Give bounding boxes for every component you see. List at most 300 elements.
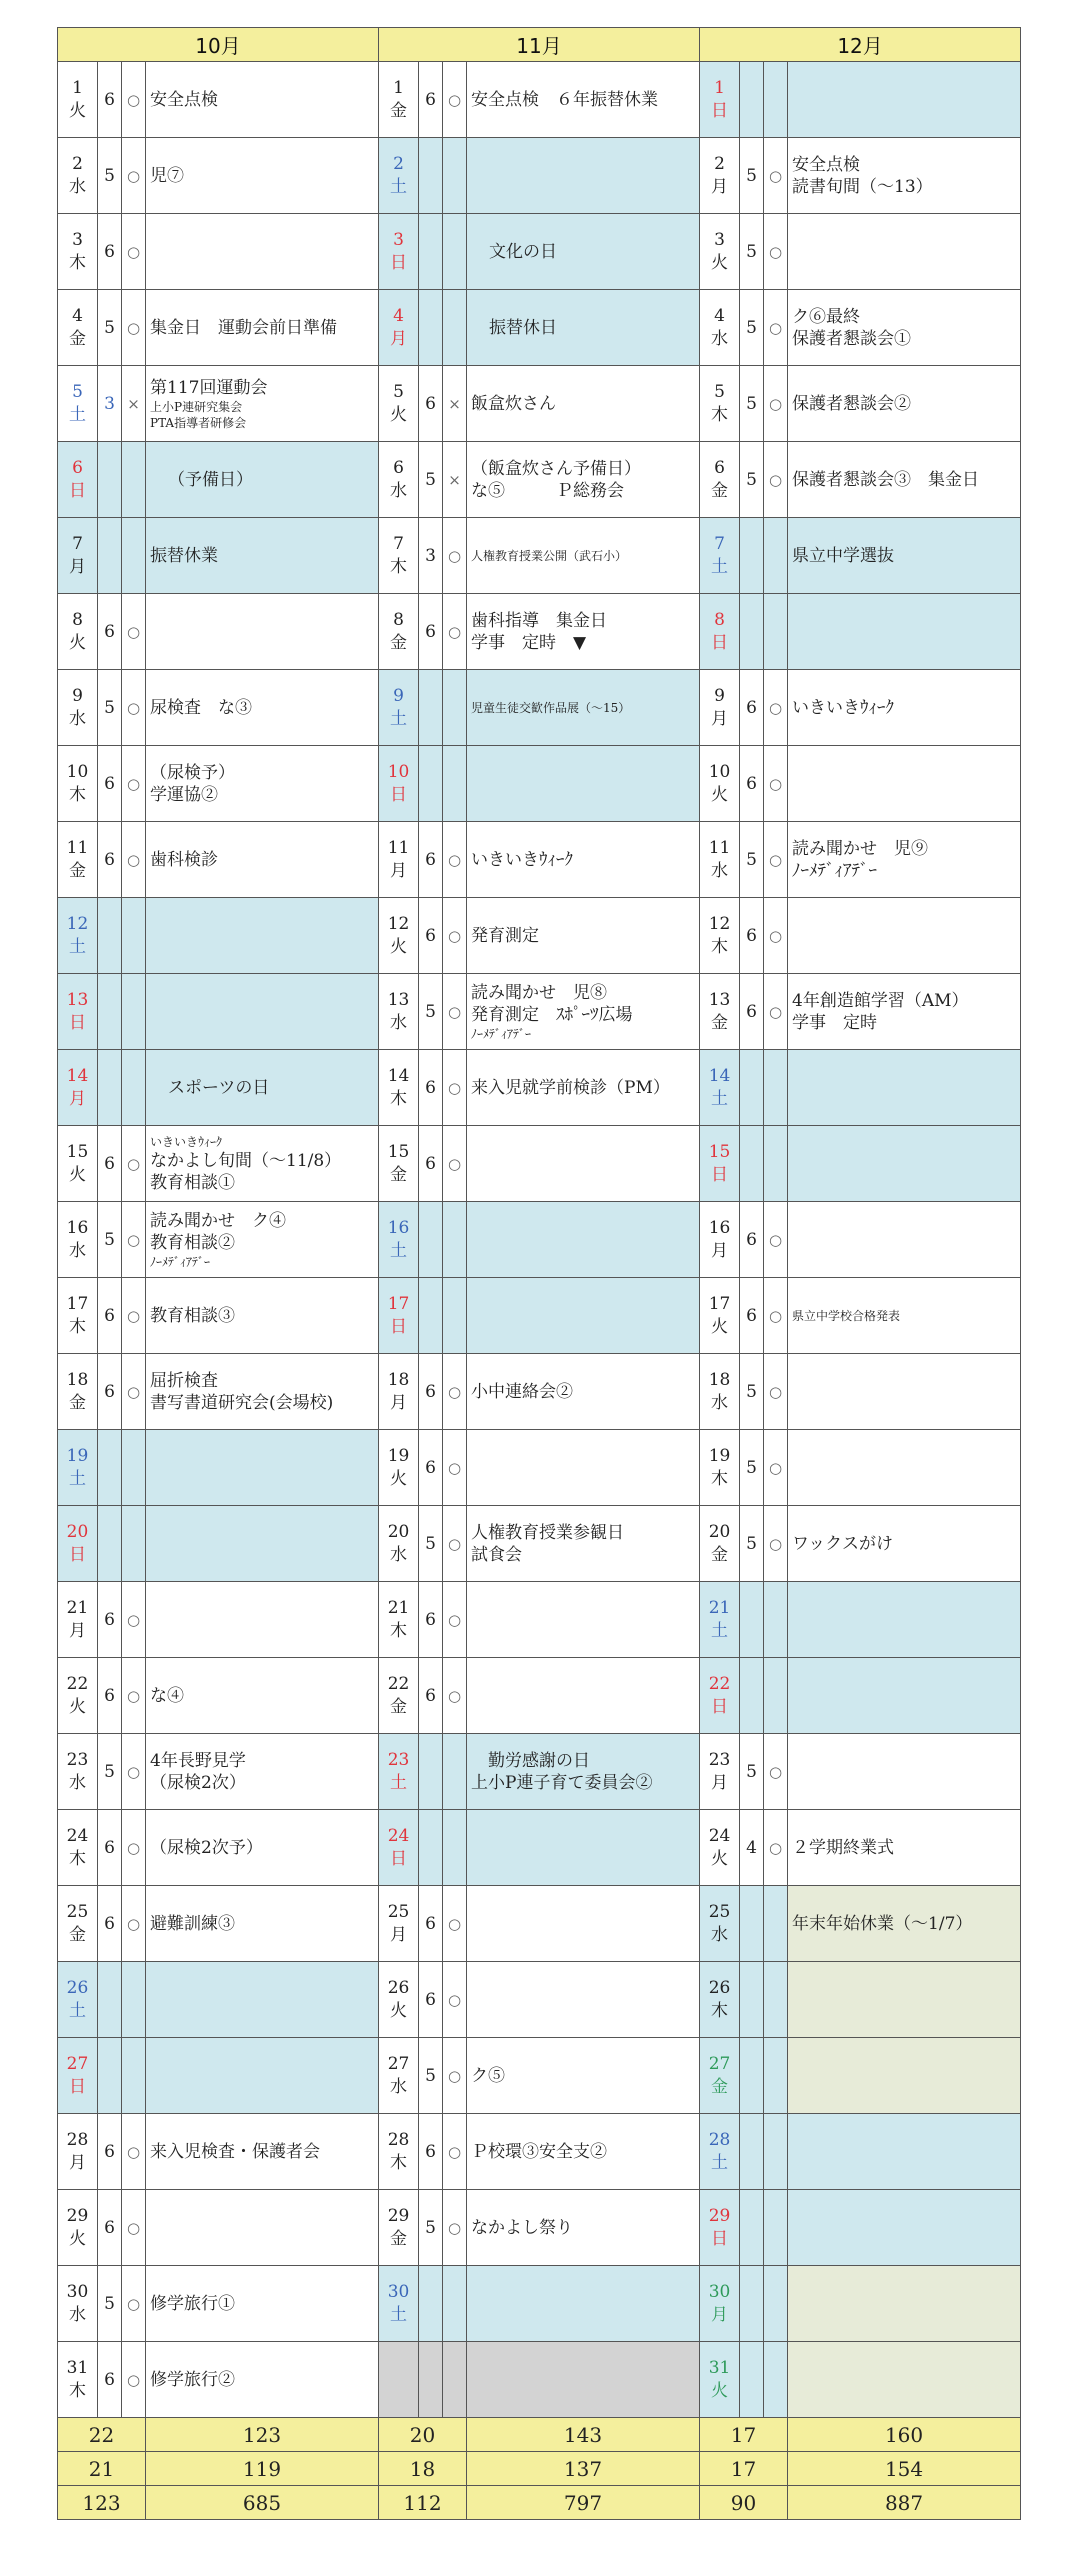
period-count: 6 [740,746,764,822]
weekday: 水 [69,1772,86,1793]
date-cell [379,1430,419,1506]
day-number: 7 [714,533,725,554]
lunch-mark: ○ [122,214,146,290]
lunch-mark [764,2038,788,2114]
weekday: 土 [69,1468,86,1489]
date-cell [700,746,740,822]
date-cell [700,2038,740,2114]
event-cell [788,1886,1021,1962]
weekday: 水 [69,708,86,729]
date-cell [379,1202,419,1278]
date-cell [700,1126,740,1202]
calendar-row [58,366,1021,442]
event-cell [146,1050,379,1126]
lunch-mark: ○ [122,1202,146,1278]
date-cell [379,1962,419,2038]
lunch-mark: ○ [443,822,467,898]
calendar-row [58,2190,1021,2266]
day-number: 10 [708,761,731,782]
calendar-row [58,822,1021,898]
lunch-mark: × [122,366,146,442]
weekday: 土 [390,708,408,729]
date-cell [379,822,419,898]
day-number: 14 [708,1065,731,1086]
event-cell [788,1202,1021,1278]
day-number: 18 [66,1369,89,1390]
event-cell [467,138,700,214]
lunch-mark: ○ [764,1734,788,1810]
weekday: 日 [390,252,408,273]
event-cell [467,594,700,670]
periods-total: 119 [146,2452,379,2486]
period-count: 5 [98,1202,122,1278]
period-count: 6 [740,1278,764,1354]
day-number: 3 [714,229,725,250]
lunch-mark: ○ [764,746,788,822]
date-cell [58,1962,98,2038]
weekday: 日 [69,1012,86,1033]
lunch-mark [443,1202,467,1278]
period-count [98,1506,122,1582]
calendar-row [58,1354,1021,1430]
event-note: 県立中学校合格発表 [792,1308,901,1323]
day-number: 26 [66,1977,89,1998]
date-cell [58,974,98,1050]
event-text: 人権教育授業参観日 [471,1522,625,1543]
event-cell [146,898,379,974]
weekday: 木 [69,1316,86,1337]
period-count: 5 [740,1506,764,1582]
weekday: 土 [711,556,729,577]
date-cell [700,518,740,594]
days-total: 112 [379,2486,467,2520]
date-cell [379,1354,419,1430]
event-cell [788,518,1021,594]
event-cell [146,1582,379,1658]
day-number: 12 [708,913,731,934]
day-number: 15 [66,1141,89,1162]
day-number: 23 [708,1749,731,1770]
day-number: 26 [387,1977,410,1998]
day-number: 1 [393,77,404,98]
event-text: ﾉｰﾒﾃﾞｨｱﾃﾞｰ [792,860,878,881]
weekday: 金 [711,1012,729,1033]
weekday: 木 [711,2000,729,2021]
event-text: ク⑤ [471,2065,506,2086]
weekday: 金 [711,480,729,501]
event-text: 第117回運動会 [150,377,268,398]
event-text: 読み聞かせ 児⑧ [471,982,608,1003]
date-cell [700,1582,740,1658]
date-cell [379,442,419,518]
period-count [419,746,443,822]
days-total: 17 [700,2418,788,2452]
weekday: 火 [711,1848,729,1869]
days-total: 22 [58,2418,146,2452]
calendar-row [58,442,1021,518]
date-cell [379,670,419,746]
lunch-mark [443,746,467,822]
calendar-row [58,290,1021,366]
lunch-mark: ○ [443,1430,467,1506]
event-cell [146,1354,379,1430]
period-count [98,1430,122,1506]
lunch-mark: ○ [122,1126,146,1202]
lunch-mark: ○ [764,822,788,898]
event-text: ﾉｰﾒﾃﾞｨｱﾃﾞｰ [150,1254,211,1269]
weekday: 月 [69,556,86,577]
lunch-mark: ○ [122,1582,146,1658]
date-cell [700,138,740,214]
period-count: 5 [740,1734,764,1810]
period-count: 6 [740,974,764,1050]
day-number: 19 [387,1445,410,1466]
event-cell [146,442,379,518]
lunch-mark: ○ [443,1658,467,1734]
date-cell [700,366,740,442]
event-cell [146,594,379,670]
lunch-mark: ○ [443,2038,467,2114]
date-cell [58,2190,98,2266]
date-cell [58,1658,98,1734]
period-count: 6 [419,366,443,442]
school-calendar-table [57,27,1021,2520]
day-number: 9 [393,685,404,706]
period-count: 6 [98,746,122,822]
period-count: 6 [419,1050,443,1126]
weekday: 日 [69,1544,86,1565]
lunch-mark [122,974,146,1050]
day-number: 25 [387,1901,410,1922]
event-text: 安全点検 ６年振替休業 [471,89,659,110]
weekday: 火 [69,2228,86,2249]
event-cell [467,1354,700,1430]
event-cell [467,822,700,898]
lunch-mark [764,1886,788,1962]
day-number: 5 [714,381,725,402]
weekday: 日 [711,632,729,653]
calendar-row [58,1962,1021,2038]
event-cell [467,518,700,594]
event-text: 試食会 [471,1544,523,1565]
event-cell [788,974,1021,1050]
event-cell [467,1430,700,1506]
event-text: 集金日 運動会前日準備 [150,317,337,338]
date-cell [58,442,98,518]
date-cell [58,1506,98,1582]
month-header-nov: 11月 [379,28,700,62]
date-cell [58,2266,98,2342]
event-cell [788,1126,1021,1202]
event-cell [467,898,700,974]
weekday: 土 [69,404,86,425]
event-cell [146,746,379,822]
event-text: 避難訓練③ [150,1913,235,1934]
period-count: 5 [740,1354,764,1430]
event-cell [788,1050,1021,1126]
period-count: 6 [98,1810,122,1886]
event-text: （飯盒炊さん予備日） [471,458,642,479]
date-cell [58,2114,98,2190]
event-text: いきいきｳｨｰｸ [471,849,574,870]
date-cell [700,594,740,670]
period-count [740,1050,764,1126]
day-number: 2 [393,153,404,174]
day-number: 9 [72,685,83,706]
period-count [419,1810,443,1886]
period-count: 6 [98,822,122,898]
event-cell [146,2342,379,2418]
date-cell [379,2342,419,2418]
event-text: 修学旅行① [150,2293,235,2314]
event-cell [788,1582,1021,1658]
weekday: 木 [390,2152,408,2173]
event-cell [788,2266,1021,2342]
lunch-mark [122,1050,146,1126]
date-cell [379,1734,419,1810]
date-cell [700,1050,740,1126]
period-count [98,442,122,518]
day-number: 18 [387,1369,410,1390]
lunch-mark: ○ [122,1810,146,1886]
event-cell [467,1658,700,1734]
event-text: 飯盒炊さん [471,393,557,414]
weekday: 木 [390,1088,408,1109]
period-count: 5 [740,138,764,214]
event-text: Ｐ校環③安全支② [471,2141,608,2162]
date-cell [58,1810,98,1886]
event-cell [146,974,379,1050]
event-cell [788,2190,1021,2266]
lunch-mark: ○ [122,2190,146,2266]
period-count: 3 [98,366,122,442]
date-cell [379,290,419,366]
day-number: 11 [66,837,89,858]
event-text: ２学期終業式 [792,1837,895,1858]
period-count [740,518,764,594]
event-cell [788,1278,1021,1354]
event-cell [788,594,1021,670]
date-cell [700,290,740,366]
date-cell [58,214,98,290]
lunch-mark: ○ [122,670,146,746]
event-cell [146,2114,379,2190]
period-count: 6 [419,62,443,138]
event-cell [467,746,700,822]
date-cell [700,442,740,518]
event-cell [788,2342,1021,2418]
date-cell [58,746,98,822]
period-count [740,594,764,670]
date-cell [379,1810,419,1886]
period-count: 6 [419,1658,443,1734]
weekday: 日 [711,1164,729,1185]
lunch-mark: ○ [443,518,467,594]
event-cell [146,1810,379,1886]
period-count: 6 [98,62,122,138]
lunch-mark [443,2342,467,2418]
day-number: 21 [387,1597,410,1618]
calendar-body [58,62,1021,2418]
event-text: （予備日） [168,469,253,490]
lunch-mark: ○ [764,1278,788,1354]
lunch-mark: ○ [122,822,146,898]
day-number: 13 [708,989,731,1010]
days-total: 18 [379,2452,467,2486]
period-count: 5 [98,290,122,366]
event-cell [788,1734,1021,1810]
day-number: 28 [708,2129,731,2150]
period-count: 6 [419,1582,443,1658]
period-count: 6 [419,1962,443,2038]
date-cell [700,1886,740,1962]
event-cell [788,746,1021,822]
event-text: 学事 定時 [792,1012,878,1033]
lunch-mark [443,1810,467,1886]
weekday: 月 [711,708,729,729]
event-cell [467,214,700,290]
event-text: 4年長野見学 [150,1750,246,1771]
day-number: 23 [387,1749,410,1770]
lunch-mark [764,1658,788,1734]
event-cell [467,1126,700,1202]
period-count [740,1886,764,1962]
lunch-mark: ○ [764,1506,788,1582]
period-count [740,62,764,138]
weekday: 木 [390,556,408,577]
period-count [419,138,443,214]
date-cell [58,2038,98,2114]
period-count [98,1962,122,2038]
event-text: スポーツの日 [168,1077,270,1098]
calendar-row [58,1582,1021,1658]
event-text: （尿検2次） [150,1772,246,1793]
lunch-mark: ○ [764,898,788,974]
weekday: 火 [390,2000,408,2021]
day-number: 14 [387,1065,410,1086]
calendar-row [58,746,1021,822]
event-text: 読み聞かせ 児⑨ [792,838,929,859]
lunch-mark [764,2114,788,2190]
date-cell [58,1354,98,1430]
lunch-mark [764,1582,788,1658]
period-count [419,290,443,366]
period-count [740,2266,764,2342]
date-cell [700,1202,740,1278]
period-count: 6 [419,1126,443,1202]
lunch-mark [764,1050,788,1126]
period-count: 5 [98,670,122,746]
event-text: 文化の日 [489,241,558,262]
period-count [740,2114,764,2190]
event-cell [146,62,379,138]
calendar-row [58,670,1021,746]
weekday: 火 [390,404,408,425]
event-cell [467,1962,700,2038]
day-number: 17 [708,1293,731,1314]
day-number: 10 [387,761,410,782]
event-text: 保護者懇談会① [792,328,912,349]
periods-total: 887 [788,2486,1021,2520]
date-cell [700,2190,740,2266]
weekday: 木 [69,1848,86,1869]
day-number: 23 [66,1749,89,1770]
lunch-mark: ○ [122,1354,146,1430]
calendar-row [58,2114,1021,2190]
date-cell [58,366,98,442]
event-cell [788,670,1021,746]
lunch-mark [122,1506,146,1582]
day-number: 20 [708,1521,731,1542]
period-count [98,518,122,594]
date-cell [700,1278,740,1354]
event-cell [788,1810,1021,1886]
calendar-row [58,1126,1021,1202]
event-cell [788,898,1021,974]
date-cell [700,1810,740,1886]
lunch-mark: ○ [764,974,788,1050]
day-number: 8 [72,609,83,630]
event-cell [146,2190,379,2266]
weekday: 土 [390,176,408,197]
day-number: 25 [66,1901,89,1922]
event-cell [146,1506,379,1582]
weekday: 金 [69,328,86,349]
weekday: 土 [69,936,86,957]
weekday: 土 [69,2000,86,2021]
day-number: 7 [72,533,83,554]
event-cell [788,290,1021,366]
event-cell [467,2038,700,2114]
weekday: 水 [69,176,86,197]
day-number: 22 [708,1673,731,1694]
days-total: 21 [58,2452,146,2486]
weekday: 金 [390,632,408,653]
weekday: 水 [390,1544,408,1565]
lunch-mark: ○ [443,1886,467,1962]
period-count: 6 [740,898,764,974]
date-cell [58,1202,98,1278]
event-cell [146,214,379,290]
event-cell [788,822,1021,898]
event-cell [788,366,1021,442]
event-cell [467,1810,700,1886]
day-number: 28 [66,2129,89,2150]
lunch-mark: ○ [122,138,146,214]
calendar-row [58,594,1021,670]
event-cell [788,1506,1021,1582]
date-cell [700,1658,740,1734]
lunch-mark [764,1962,788,2038]
period-count: 6 [419,1354,443,1430]
weekday: 日 [390,784,408,805]
calendar-row [58,1886,1021,1962]
lunch-mark [764,2342,788,2418]
lunch-mark [122,2038,146,2114]
lunch-mark [443,2266,467,2342]
event-text: 歯科検診 [150,849,218,870]
periods-total: 123 [146,2418,379,2452]
weekday: 火 [69,1164,86,1185]
calendar-row [58,1430,1021,1506]
period-count: 6 [98,2342,122,2418]
period-count [740,1582,764,1658]
event-text: 屈折検査 [150,1370,218,1391]
weekday: 木 [711,936,729,957]
period-count [740,1658,764,1734]
day-number: 31 [708,2357,731,2378]
day-number: 7 [393,533,404,554]
